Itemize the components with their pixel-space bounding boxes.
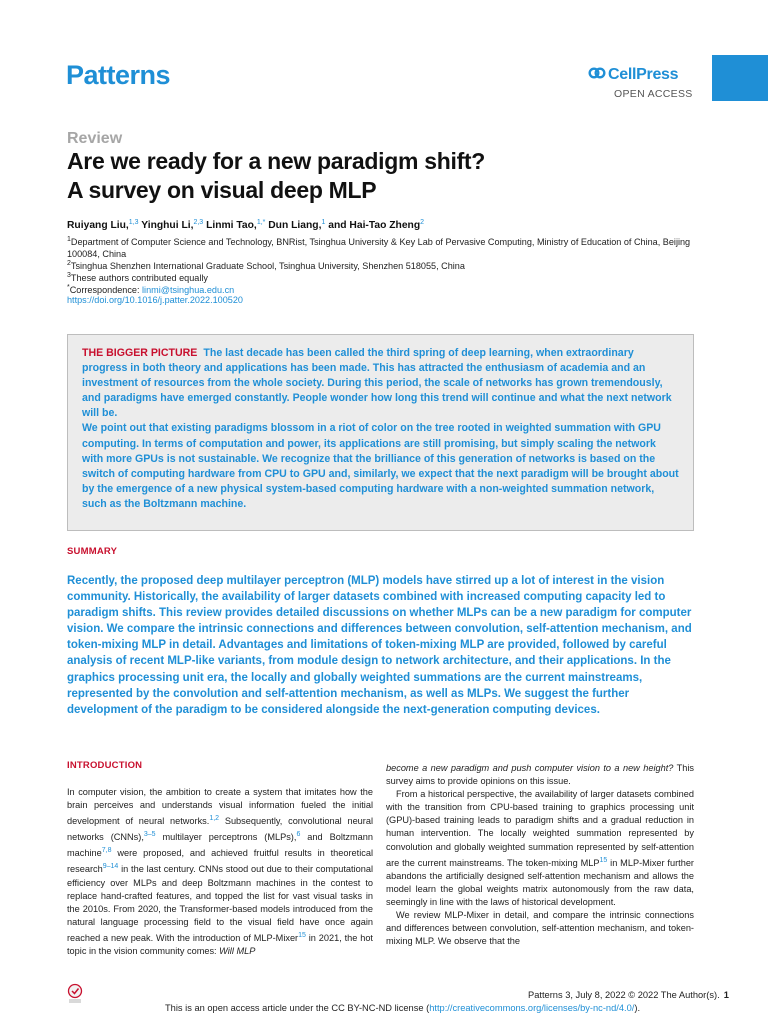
doi-link[interactable]: https://doi.org/10.1016/j.patter.2022.100520	[67, 295, 243, 305]
citation-ref[interactable]: 6	[296, 831, 301, 839]
journal-name: Patterns	[66, 60, 171, 90]
license-link[interactable]: http://creativecommons.org/licenses/by-nc-nd/4.0/	[429, 1003, 635, 1013]
author-list	[67, 219, 424, 231]
paragraph: become a new paradigm and push computer vision to a new height? This survey aims to provide opinions on this issue.	[386, 763, 695, 787]
paragraph: We review MLP-Mixer in detail, and compare the intrinsic connections and differences between convolution, self-attention mechanism, and token-mixing MLP. We observe that the	[386, 910, 694, 947]
author-name: and Hai-Tao Zheng	[328, 220, 421, 231]
citation-ref[interactable]: 3–5	[143, 831, 156, 839]
citation-ref[interactable]: 1,2	[209, 815, 220, 823]
publisher-logo	[588, 66, 678, 84]
article-type: Review	[67, 130, 123, 147]
author-affiliation-mark: 1,*	[256, 219, 266, 226]
cellpress-logo-icon	[588, 66, 606, 80]
license-statement: This is an open access article under the CC BY-NC-ND license (http://creativecommons.org/licenses/by-nc-nd/4.0/).	[165, 1003, 641, 1013]
correspondence: *Correspondence: linmi@tsinghua.edu.cn	[67, 284, 235, 295]
open-access-label: OPEN ACCESS	[614, 88, 693, 100]
article-title	[67, 147, 485, 205]
summary-heading: SUMMARY	[67, 546, 118, 557]
introduction-column-1: In computer vision, the ambition to create a system that imitates how the brain perceives and understands visual information fueled the initial development of neural networks.$^{1,2}$ Subsequently, convolutional neural networks (CNNs),$^{3-5}$ multilayer perceptrons (MLPs),$^6$ and Boltzmann machine$^{7,8}$ were proposed, and achieved fruitful results in theoretical research$^{9-14}$ in the last century. CNNs stood out due to their computational efficiency over MLPs and deep Boltzmann machines in the contest to replace hand-crafted features, and topped the list for vast visual tasks in the 2010s. From 2020, the Transformer-based models introduced from the natural language processing field to the visual field have once again reached a new peak. With the introduction of MLP-Mixer$^{15}$ in 2021, the hot topic in the vision community comes: Will MLP	[67, 787, 373, 957]
correspondence-email-link[interactable]: linmi@tsinghua.edu.cn	[142, 285, 235, 295]
introduction-column-2	[386, 762, 694, 948]
author-name: Yinghui Li,	[141, 220, 194, 231]
publisher-name: CellPress	[608, 66, 679, 83]
header-color-tab	[712, 55, 768, 101]
bigger-picture-label: THE BIGGER PICTURE	[82, 347, 198, 359]
bigger-picture-paragraph-1: THE BIGGER PICTURE The last decade has been called the third spring of deep learning, when extraordinary progress in both theory and applications has been made. This has attracted the enthusiasm of academia and an investment of resources from the whole society. During this period, the scale of networks has grown tremendously, and paradigms have emerged constantly. People wonder how long this trend will continue and what the next network will be.	[82, 347, 672, 420]
page-number: 1	[723, 990, 729, 1000]
affiliation-1: $^1$Department of Computer Science and Technology, BNRist, Tsinghua University & Key Lab of Pervasive Computing, Ministry of Education of China, Beijing 100084, China	[67, 236, 691, 259]
citation-ref[interactable]: 15	[599, 856, 608, 864]
citation-ref[interactable]: 7,8	[101, 847, 112, 855]
author-name: Linmi Tao,	[206, 220, 257, 231]
title-line-1: Are we ready for a new paradigm shift?	[67, 148, 486, 174]
bigger-picture-box	[67, 334, 694, 531]
paragraph: From a historical perspective, the availability of larger datasets combined with the transition from CPU-based training to graphics processing unit (GPU)-based training leads to paradigm shifts and a gradual reduction in human intervention. The locally weighted summation represented by convolution and globally weighted summation represented by self-attention are the current mainstreams. The token-mixing MLP$^{15}$ in MLP-Mixer further abandons the artificially designed self-attention mechanism and allows the model learn the global weights matrix autonomously from the raw data, seemingly in line with the laws of historical development.	[386, 789, 694, 907]
author-affiliation-mark: 1,3	[128, 219, 139, 226]
author-affiliation-mark: 2	[420, 219, 425, 226]
introduction-heading: INTRODUCTION	[67, 760, 143, 771]
citation-ref[interactable]: 15	[298, 931, 306, 939]
author-affiliation-mark: 2,3	[193, 219, 204, 226]
author-affiliation-mark: 1	[321, 219, 326, 226]
footer-citation: Patterns 3, July 8, 2022 © 2022 The Author(s). 1	[528, 990, 729, 1000]
author-name: Ruiyang Liu,	[67, 220, 129, 231]
affiliation-2: $^2$Tsinghua Shenzhen International Graduate School, Tsinghua University, Shenzhen 518055, China	[67, 260, 465, 271]
title-line-2: A survey on visual deep MLP	[67, 177, 377, 203]
citation-ref[interactable]: 9–14	[102, 863, 119, 871]
check-for-updates-icon[interactable]	[66, 983, 84, 1005]
equal-contribution-note: $^3$These authors contributed equally	[67, 272, 208, 283]
summary-text: Recently, the proposed deep multilayer perceptron (MLP) models have stirred up a lot of interest in the vision community. Historically, the availability of larger datasets combined with increased computing capacity led to paradigm shifts. This review provides detailed discussions on whether MLPs can be a new paradigm for computer vision. We compare the intrinsic connections and differences between convolution, self-attention mechanism, and token-mixing MLP in detail. Advantages and limitations of token-mixing MLP are provided, followed by careful analysis of recent MLP-like variants, from module design to network architecture, and their applications. In the graphics processing unit era, the locally and globally weighted summations are the current mainstreams, represented by the convolution and self-attention mechanism, as well as MLPs. We suggest the further development of the paradigm to be considered alongside the next-generation computing devices.	[67, 575, 692, 716]
bigger-picture-paragraph-2: We point out that existing paradigms blossom in a riot of color on the tree rooted in weighted summation with GPU computing. In terms of computation and power, its applications are still promising, but simply scaling the network with more GPUs is not sustainable. We recognize that the brilliance of this generation of networks is based on the switch of computing hardware from CPU to GPU and, similarly, we expect that the next paradigm will be brought about by the emergence of a new physical system-based computing hardware with a non-weighted summation network, such as the Boltzmann machine.	[82, 422, 679, 510]
author-name: Dun Liang,	[268, 220, 322, 231]
